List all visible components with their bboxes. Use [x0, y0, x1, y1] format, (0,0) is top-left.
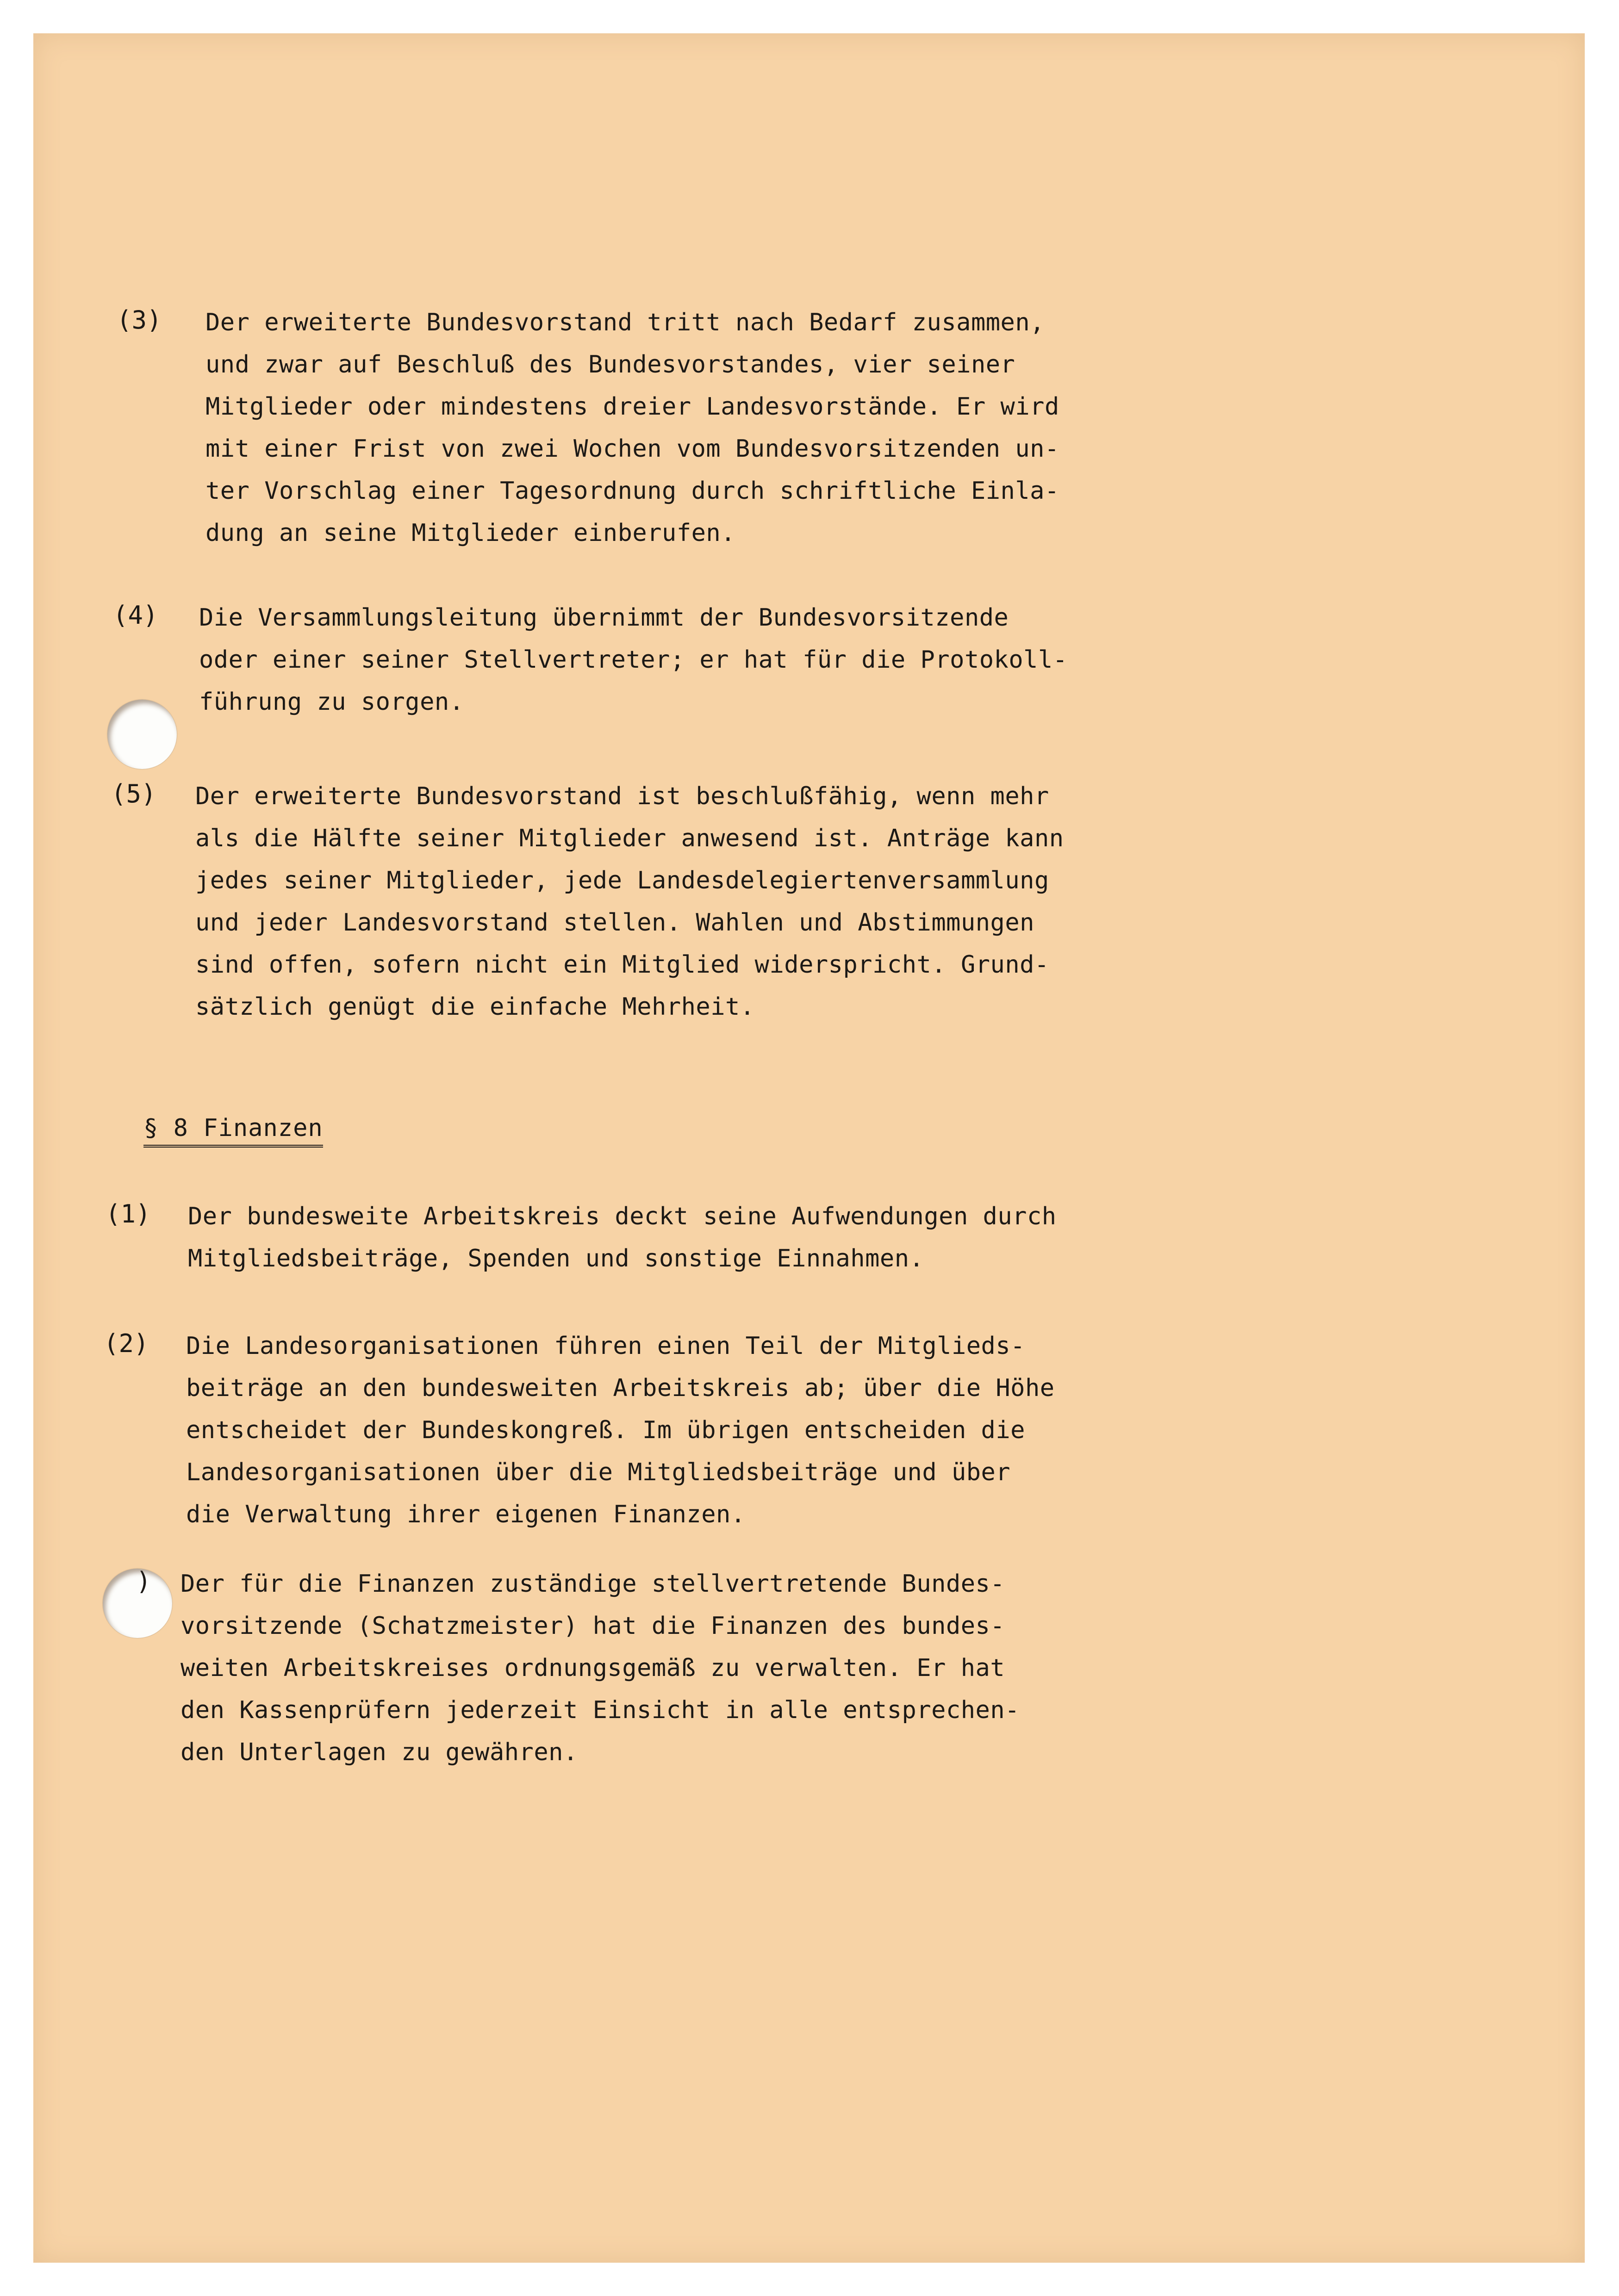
text-line: Mitgliedsbeiträge, Spenden und sonstige Einnahmen. — [188, 1245, 924, 1272]
paragraph-4 — [199, 597, 1310, 723]
paragraph-number: (5) — [111, 779, 156, 808]
text-line: Landesorganisationen über die Mitgliedsbeiträge und über — [186, 1458, 1011, 1486]
finance-paragraph-3 — [181, 1563, 1291, 1774]
text-line: oder einer seiner Stellvertreter; er hat für die Protokoll- — [199, 646, 1068, 674]
text-line: den Kassenprüfern jederzeit Einsicht in alle entsprechen- — [181, 1696, 1020, 1724]
text-line: ter Vorschlag einer Tagesordnung durch schriftliche Einla- — [205, 477, 1059, 505]
paragraph-number: (1) — [106, 1199, 151, 1229]
text-line: die Verwaltung ihrer eigenen Finanzen. — [186, 1501, 746, 1528]
paragraph-number: (4) — [113, 601, 158, 630]
text-line: Der erweiterte Bundesvorstand ist beschlußfähig, wenn mehr — [195, 782, 1049, 810]
text-line: sätzlich genügt die einfache Mehrheit. — [195, 993, 755, 1021]
text-line: weiten Arbeitskreises ordnungsgemäß zu verwalten. Er hat — [181, 1654, 1005, 1682]
section-heading: § 8 Finanzen — [143, 1114, 323, 1148]
finance-paragraph-2 — [186, 1325, 1297, 1536]
paragraph-3 — [205, 302, 1316, 554]
text-line: Der bundesweite Arbeitskreis deckt seine Aufwendungen durch — [188, 1203, 1057, 1230]
text-line: beiträge an den bundesweiten Arbeitskreis ab; über die Höhe — [186, 1374, 1055, 1402]
text-line: entscheidet der Bundeskongreß. Im übrigen entscheiden die — [186, 1416, 1025, 1444]
text-line: jedes seiner Mitglieder, jede Landesdelegiertenversammlung — [195, 867, 1049, 894]
paragraph-number: ) — [136, 1567, 151, 1596]
text-line: Mitglieder oder mindestens dreier Landesvorstände. Er wird — [205, 393, 1059, 421]
text-line: mit einer Frist von zwei Wochen vom Bundesvorsitzenden un- — [205, 435, 1059, 463]
finance-paragraph-1 — [188, 1196, 1299, 1280]
paragraph-5 — [195, 776, 1306, 1028]
text-line: Die Versammlungsleitung übernimmt der Bundesvorsitzende — [199, 604, 1009, 632]
text-line: führung zu sorgen. — [199, 688, 464, 716]
text-line: Der erweiterte Bundesvorstand tritt nach Bedarf zusammen, — [205, 309, 1045, 336]
text-line: und jeder Landesvorstand stellen. Wahlen und Abstimmungen — [195, 909, 1034, 937]
paragraph-number: (2) — [104, 1329, 149, 1358]
paragraph-number: (3) — [117, 305, 162, 335]
text-line: sind offen, sofern nicht ein Mitglied widerspricht. Grund- — [195, 951, 1049, 979]
text-line: dung an seine Mitglieder einberufen. — [205, 519, 736, 547]
punch-hole — [107, 700, 177, 769]
text-line: als die Hälfte seiner Mitglieder anwesend ist. Anträge kann — [195, 825, 1064, 852]
text-line: und zwar auf Beschluß des Bundesvorstandes, vier seiner — [205, 351, 1015, 379]
text-line: Die Landesorganisationen führen einen Teil der Mitglieds- — [186, 1332, 1025, 1360]
paper-sheet — [33, 33, 1585, 2263]
text-line: vorsitzende (Schatzmeister) hat die Finanzen des bundes- — [181, 1612, 1005, 1640]
text-line: den Unterlagen zu gewähren. — [181, 1738, 578, 1766]
text-line: Der für die Finanzen zuständige stellvertretende Bundes- — [181, 1570, 1005, 1598]
